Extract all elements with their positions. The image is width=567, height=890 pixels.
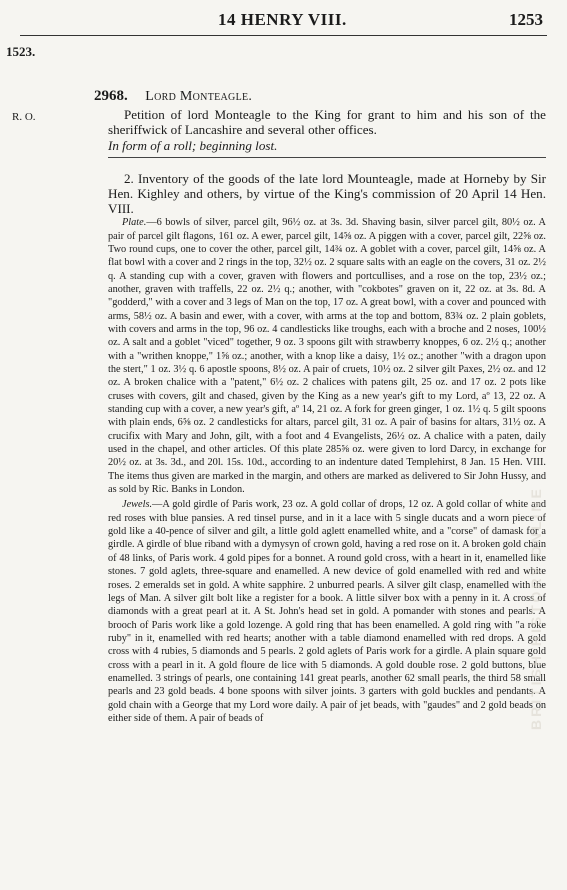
section-divider <box>108 157 546 158</box>
jewels-text: —A gold girdle of Paris work, 23 oz. A gold collar of drops, 12 oz. A gold collar of white and red roses with blue pansies. A red tinsel purse, and in it a lace with 5 single ducats and a worn piece of gold like a 40-pence of silver and gilt, a little gold aglett enamelled white, and a "corse" of damask for a girdle. A girdle of blue riband with a dymysyn of crown gold, having a red rose on it. A broken gold chain of 48 links, of Paris work. 4 gold pipes for a bonnet. A round gold cross, with a heart in it, enamelled like stones. 7 gold aglets, three-square and enamelled. A new device of gold enamelled with red and white roses. 2 emeralds set in gold. A white sapphire. 2 unburred pearls. A silver gilt clasp, enamelled with the legs of Man. A silver gilt bolt like a register for a book. A little silver box with a penny in it. A cross of diamonds with a great pearl at it. A St. John's head set in gold. A pomander with stones and pearls. A brooch of Paris work like a gold lozenge. A gold ring that has been enamelled. A gold ring with "a roke ruby" in it, enamelled with red hearts; another with a table diamond enamelled with red drops. A gold cross with 4 rubies, 5 diamonds and 5 pearls. 2 gold aglets of Paris work for a girdle. A plain square gold cross with a pearl in it. A gold floure de lice with 5 diamonds. A gold double rose. 2 gold buttons, blue enamelled. 3 strings of pearls, one containing 141 great pearls, another 62 small pearls, the third 58 small pearls and 23 gold beads. 4 bone spoons with silver joints. 3 garters with gold buckles and pendants. A gold chain with a George that my Lord wore daily. A pair of jet beads, with "gaudes" and 2 gold beads on either side of them. A pair of beads of <box>108 499 546 724</box>
entry-number: 2968. <box>94 88 128 104</box>
header-rule <box>20 35 547 36</box>
entry-body <box>108 107 546 725</box>
plate-paragraph <box>108 216 546 496</box>
watermark: BRITISH HISTORY ONLINE <box>528 486 544 730</box>
roll-note: In form of a roll; beginning lost. <box>108 138 278 154</box>
jewels-paragraph <box>108 498 546 725</box>
page-number: 1253 <box>509 10 543 29</box>
running-head <box>0 4 567 32</box>
entry-heading <box>94 88 252 105</box>
plate-lead: Plate. <box>122 217 147 229</box>
margin-year: 1523. <box>6 44 36 59</box>
inventory-title: 2. Inventory of the goods of the late lord Mounteagle, made at Horneby by Sir Hen. Kighley and others, by virtue of the King's commission of 20 April 14 Hen. VIII. <box>108 170 546 217</box>
entry-title: Lord Monteagle. <box>145 89 253 104</box>
margin-source: R. O. <box>12 111 36 123</box>
running-title: 14 HENRY VIII. <box>218 10 347 29</box>
plate-text: —6 bowls of silver, parcel gilt, 96½ oz. at 3s. 3d. Shaving basin, silver parcel gilt, 80½ oz. A pair of parcel gilt flagons, 161 oz. A ewer, parcel gilt, 14⅝ oz. A piggen with a cover, parcel gilt, 22⅝ oz. Two round cups, one to cover the other, parcel gilt, 14¾ oz. A goblet with a cover, parcel gilt, 14⅝ oz. A flat bowl with a cover and 2 rings in the top, 32½ oz. 2 square salts with an eagle on the covers, 31 oz. 2½ q. A standing cup with a cover, graven with flowers and portcullises, and a rose on the top, 23½ oz.; another, graven with traffells, 22 oz. 2½ q.; another, with "cokbotes" graven on it, 22 oz. at 3s. 8d. A "godderd," with a cover and 3 legs of Man on the top, 17 oz. A great bowl, with a cover and pounced with arms, 58½ oz. A basin and ewer, with a cover, with arms at the top and bottom, 83¾ oz. 2 plain goblets, with covers and arms in the top, 96 oz. 4 candlesticks like troughs, each with a broche and 2 noses, 100½ oz. A salt and a goblet "viced" together, 9 oz. 3 spoons gilt with strawberry knoppes, 6 oz. 2½ q.; another with a "writhen knoppe," 1⅝ oz.; another, with a knop like a daisy, 1½ oz.; another "with a dragon upon the stert," 1 oz. 3½ q. 6 apostle spoons, 8½ oz. A pair of cruets, 10½ oz. 2 silver gilt Paxes, 2½ oz. and 12 oz. A broken chalice with a "patent," 6½ oz. 2 chalices with patens gilt, 25 oz. and 17 oz. 2 pots like cruses with covers, gilt and chased, given by the King as a new year's gift to my Lord, aº 13, 22 oz. A standing cup with a cover, a new year's gift, aº 14, 21 oz. A fork for green ginger, 1 oz. 1½ q. 5 gilt spoons with plain ends, 6⅝ oz. 2 candlesticks for altars, parcel gilt, 31 oz. A pair of basins for altars, 31½ oz. A crucifix with Mary and John, gilt, with a foot and 4 Evangelists, 26½ oz. A chalice with a paten, daily used in the chapel, and other articles. Of this plate 285⅝ oz. were given to lord Darcy, in exchange for 20½ oz. at 3s. 3d., and 20l. 15s. 10d., according to an indenture dated Templehirst, 8 Jan. 15 Hen. VIII. The items thus given are marked in the margin, and others are marked as delivered to Sir John Hussy, and as sold by Ric. Banks in London. <box>108 217 546 496</box>
jewels-lead: Jewels. <box>122 499 153 511</box>
petition-paragraph: Petition of lord Monteagle to the King for grant to him and his son of the sheriffwick of Lancashire and several other offices. <box>108 107 546 138</box>
